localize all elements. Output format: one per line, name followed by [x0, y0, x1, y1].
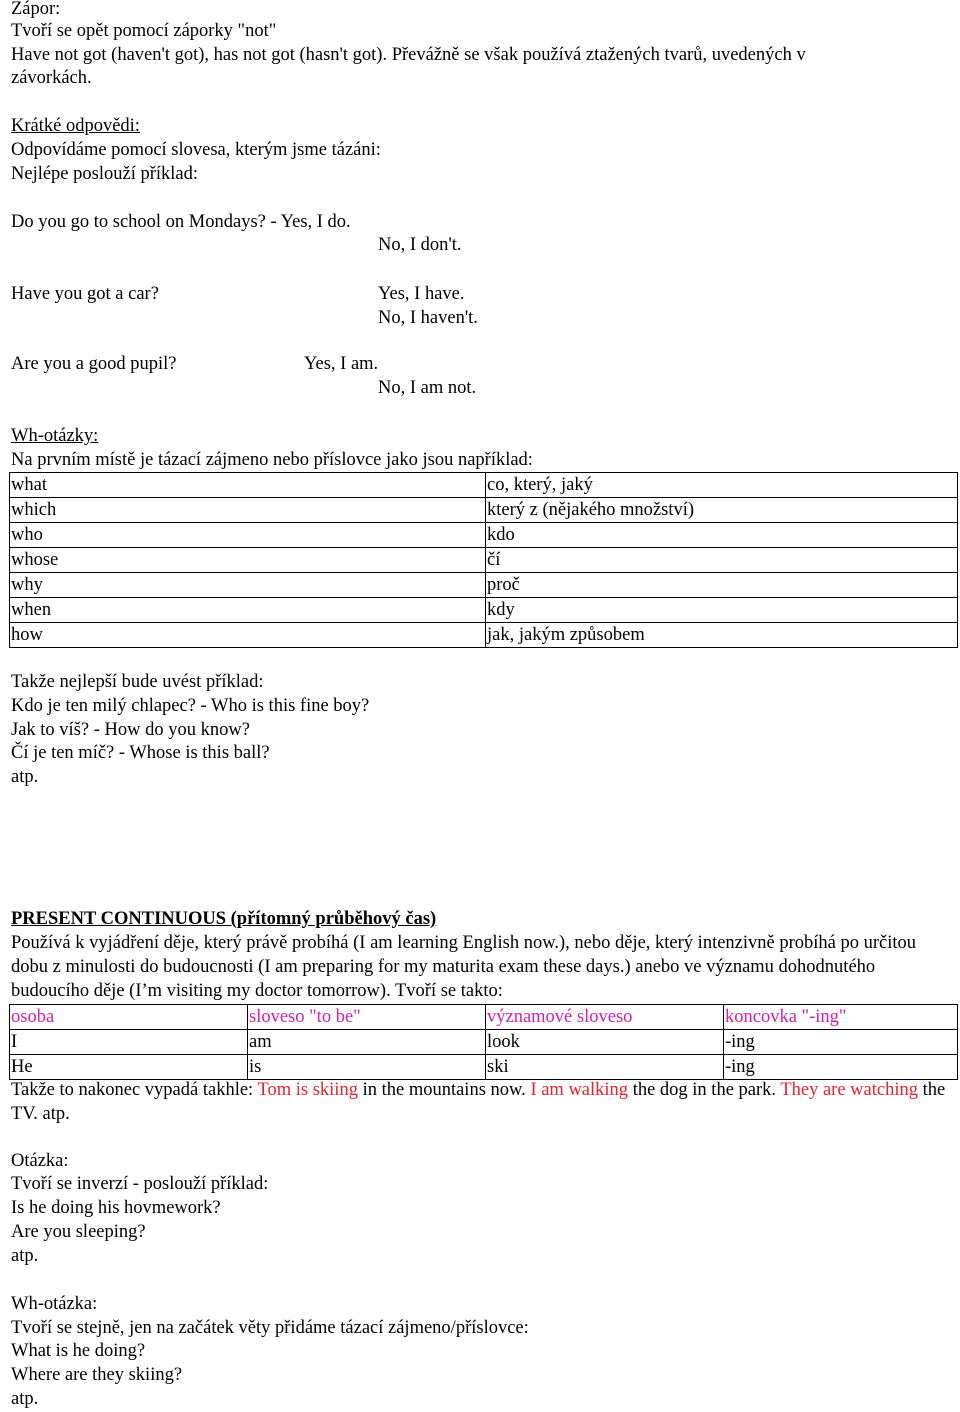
wh-translation-cell: čí	[486, 548, 958, 573]
present-table-row	[10, 1055, 958, 1080]
example-answer-yes: Yes, I am.	[304, 354, 379, 374]
wh-word-row	[10, 473, 958, 498]
example-text: in the mountains now.	[357, 1080, 531, 1100]
table-cell: is	[248, 1055, 486, 1080]
example-answer-yes: Yes, I have.	[378, 284, 465, 304]
table-cell: -ing	[724, 1055, 958, 1080]
wh-word-row	[10, 498, 958, 523]
wh-after-line: atp.	[11, 767, 39, 787]
otazka-heading: Otázka:	[11, 1151, 69, 1171]
example-text: Takže to nakonec vypadá takhle:	[11, 1080, 258, 1100]
wh-word-row	[10, 598, 958, 623]
table-cell: -ing	[724, 1030, 958, 1055]
wh-translation-cell: kdo	[486, 523, 958, 548]
wh-intro: Na prvním místě je tázací zájmeno nebo příslovce jako jsou například:	[11, 450, 533, 470]
example-question: Are you a good pupil?	[11, 354, 177, 374]
example-question: Have you got a car?	[11, 284, 159, 304]
wh2-line: Where are they skiing?	[11, 1365, 183, 1385]
zapor-line: Have not got (haven't got), has not got (hasn't got). Převážně se však používá ztažených tvarů, uvedených v	[11, 45, 806, 65]
wh-word-cell: how	[10, 623, 486, 648]
wh-word-cell: why	[10, 573, 486, 598]
example-answer-no: No, I am not.	[378, 378, 477, 398]
otazka-line: Is he doing his hovmework?	[11, 1198, 221, 1218]
wh-translation-cell: co, který, jaký	[486, 473, 958, 498]
example-highlight: They are watching	[780, 1080, 918, 1100]
present-table-header	[10, 1005, 958, 1030]
otazka-line: Tvoří se inverzí - poslouží příklad:	[11, 1174, 269, 1194]
example-text: the dog in the park.	[628, 1080, 781, 1100]
wh-translation-cell: kdy	[486, 598, 958, 623]
example-answer-no: No, I haven't.	[378, 308, 478, 328]
table-cell: look	[486, 1030, 724, 1055]
table-cell: I	[10, 1030, 248, 1055]
present-example	[11, 1078, 951, 1126]
wh2-heading: Wh-otázka:	[11, 1294, 98, 1314]
wh-word-row	[10, 573, 958, 598]
table-cell: ski	[486, 1055, 724, 1080]
wh-word-row	[10, 623, 958, 648]
wh2-line: atp.	[11, 1389, 39, 1409]
present-table-row	[10, 1030, 958, 1055]
table-cell: am	[248, 1030, 486, 1055]
example-question: Do you go to school on Mondays? - Yes, I do.	[11, 212, 351, 232]
otazka-line: atp.	[11, 1246, 39, 1266]
wh-word-row	[10, 548, 958, 573]
present-table	[9, 1004, 958, 1080]
zapor-line: Tvoří se opět pomocí záporky "not"	[11, 21, 277, 41]
example-highlight: I am walking	[530, 1080, 629, 1100]
header-cell: osoba	[10, 1005, 248, 1030]
kratke-line: Nejlépe poslouží příklad:	[11, 164, 199, 184]
header-cell: koncovka "-ing"	[724, 1005, 958, 1030]
example-answer-no: No, I don't.	[378, 235, 462, 255]
wh-translation-cell: proč	[486, 573, 958, 598]
wh-after-line: Takže nejlepší bude uvést příklad:	[11, 672, 264, 692]
example-text: the TV. atp.	[11, 1080, 946, 1124]
kratke-heading: Krátké odpovědi:	[11, 116, 140, 136]
wh-word-cell: who	[10, 523, 486, 548]
wh-after-line: Jak to víš? - How do you know?	[11, 720, 250, 740]
wh-translation-cell: jak, jakým způsobem	[486, 623, 958, 648]
wh-heading: Wh-otázky:	[11, 426, 99, 446]
wh-after-line: Čí je ten míč? - Whose is this ball?	[11, 743, 270, 763]
wh-words-table	[9, 472, 958, 648]
wh2-line: Tvoří se stejně, jen na začátek věty přidáme tázací zájmeno/příslovce:	[11, 1318, 529, 1338]
wh-word-cell: which	[10, 498, 486, 523]
wh2-line: What is he doing?	[11, 1341, 146, 1361]
table-cell: He	[10, 1055, 248, 1080]
present-paragraph: Používá k vyjádření děje, který právě probíhá (I am learning English now.), nebo děje, který intenzivně probíhá po určitou dobu z minulosti do budoucnosti (I am preparing for my maturita exam these days.) anebo ve významu dohodnutého budoucího děje (I’m visiting my doctor tomorrow). Tvoří se takto:	[11, 933, 917, 1001]
zapor-line: závorkách.	[11, 68, 92, 88]
wh-after-line: Kdo je ten milý chlapec? - Who is this fine boy?	[11, 696, 370, 716]
wh-word-cell: whose	[10, 548, 486, 573]
wh-word-cell: what	[10, 473, 486, 498]
header-cell: významové sloveso	[486, 1005, 724, 1030]
example-highlight: Tom is skiing	[257, 1080, 358, 1100]
kratke-line: Odpovídáme pomocí slovesa, kterým jsme tázáni:	[11, 140, 381, 160]
wh-word-cell: when	[10, 598, 486, 623]
present-heading: PRESENT CONTINUOUS (přítomný průběhový čas)	[11, 909, 437, 929]
zapor-heading: Zápor:	[11, 0, 61, 19]
header-cell: sloveso "to be"	[248, 1005, 486, 1030]
wh-translation-cell: který z (nějakého množství)	[486, 498, 958, 523]
otazka-line: Are you sleeping?	[11, 1222, 146, 1242]
wh-word-row	[10, 523, 958, 548]
